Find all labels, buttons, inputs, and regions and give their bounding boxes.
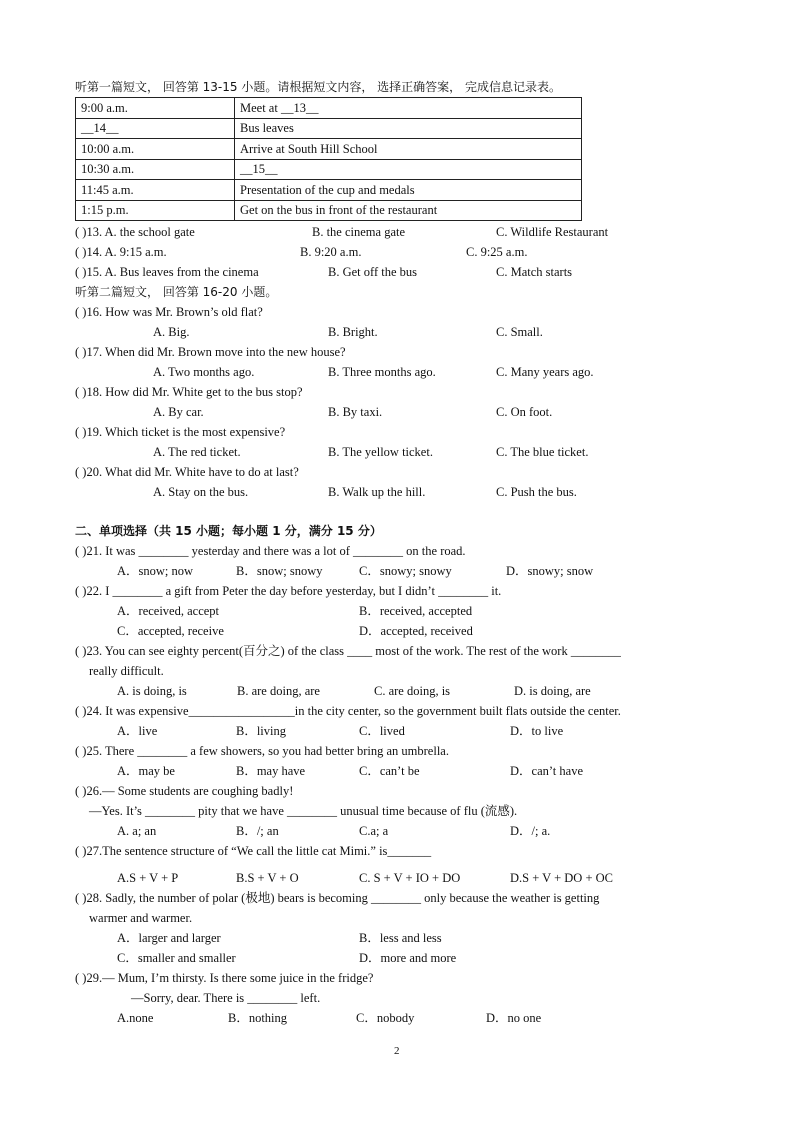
option-b: B. Get off the bus <box>328 265 417 279</box>
table-cell-event: Presentation of the cup and medals <box>235 180 582 201</box>
question-14: ( )14. A. 9:15 a.m. <box>75 245 167 259</box>
option-c: C．lived <box>359 724 405 738</box>
question-16: ( )16. How was Mr. Brown’s old flat? <box>75 305 263 319</box>
table-cell-event: Bus leaves <box>235 118 582 139</box>
question-29-continued: —Sorry, dear. There is ________ left. <box>131 991 321 1005</box>
option-b: B. By taxi. <box>328 405 383 419</box>
table-cell-time: 9:00 a.m. <box>76 98 235 119</box>
option-a: A. Two months ago. <box>153 365 255 379</box>
question-18: ( )18. How did Mr. White get to the bus stop? <box>75 385 303 399</box>
option-c: C. S + V + IO + DO <box>359 871 461 885</box>
option-b: B. Bright. <box>328 325 378 339</box>
question-27: ( )27.The sentence structure of “We call the little cat Mimi.” is_______ <box>75 844 432 858</box>
question-29: ( )29.— Mum, I’m thirsty. Is there some juice in the fridge? <box>75 971 374 985</box>
info-record-table <box>75 97 582 221</box>
option-b: B. The yellow ticket. <box>328 445 433 459</box>
question-21: ( )21. It was ________ yesterday and there was a lot of ________ on the road. <box>75 544 466 558</box>
table-row <box>76 118 582 139</box>
table-cell-time: 10:30 a.m. <box>76 159 235 180</box>
option-a: A. a; an <box>117 824 157 838</box>
option-a: A.S + V + P <box>117 871 179 885</box>
question-23-continued: really difficult. <box>89 664 164 678</box>
option-c: C. are doing, is <box>374 684 451 698</box>
table-row <box>76 139 582 160</box>
option-a: A.none <box>117 1011 154 1025</box>
table-cell-time: 1:15 p.m. <box>76 200 235 221</box>
table-cell-event: __15__ <box>235 159 582 180</box>
option-a: A．larger and larger <box>117 931 221 945</box>
page-number: 2 <box>394 1045 400 1057</box>
table-row <box>76 180 582 201</box>
option-d: D．accepted, received <box>359 624 473 638</box>
option-d: D．to live <box>510 724 564 738</box>
option-d: D．/; a. <box>510 824 551 838</box>
option-c: C. Wildlife Restaurant <box>496 225 609 239</box>
option-c: C．can’t be <box>359 764 420 778</box>
question-13: ( )13. A. the school gate <box>75 225 195 239</box>
question-26: ( )26.— Some students are coughing badly! <box>75 784 294 798</box>
part2-intro: 听第二篇短文， 回答第 16-20 小题。 <box>75 285 278 299</box>
table-row <box>76 159 582 180</box>
option-d: D．no one <box>486 1011 542 1025</box>
table-row <box>76 98 582 119</box>
option-b: B．less and less <box>359 931 442 945</box>
option-b: B．living <box>236 724 287 738</box>
option-c: C. Push the bus. <box>496 485 577 499</box>
option-a: A．may be <box>117 764 175 778</box>
option-b: B. Three months ago. <box>328 365 436 379</box>
section-title: 二、单项选择（共 15 小题；每小题 1 分，满分 15 分） <box>75 524 382 538</box>
option-a: A. is doing, is <box>117 684 187 698</box>
question-19: ( )19. Which ticket is the most expensive? <box>75 425 286 439</box>
question-23: ( )23. You can see eighty percent(百分之) of the class ____ most of the work. The rest of the work ________ <box>75 644 621 658</box>
option-b: B．snow; snowy <box>236 564 323 578</box>
option-c: C. On foot. <box>496 405 553 419</box>
question-15: ( )15. A. Bus leaves from the cinema <box>75 265 259 279</box>
table-cell-time: 10:00 a.m. <box>76 139 235 160</box>
question-20: ( )20. What did Mr. White have to do at last? <box>75 465 299 479</box>
option-a: A. Stay on the bus. <box>153 485 249 499</box>
option-b: B．nothing <box>228 1011 288 1025</box>
option-c: C. 9:25 a.m. <box>466 245 528 259</box>
option-b: B．received, accepted <box>359 604 473 618</box>
table-cell-time: 11:45 a.m. <box>76 180 235 201</box>
option-c: C．accepted, receive <box>117 624 224 638</box>
part1-intro: 听第一篇短文， 回答第 13-15 小题。请根据短文内容， 选择正确答案， 完成信息记录表。 <box>75 80 561 94</box>
option-a: A．live <box>117 724 158 738</box>
question-22: ( )22. I ________ a gift from Peter the day before yesterday, but I didn’t ________ it. <box>75 584 502 598</box>
question-28-continued: warmer and warmer. <box>89 911 193 925</box>
option-d: D．more and more <box>359 951 457 965</box>
option-c: C. Match starts <box>496 265 573 279</box>
option-a: A. By car. <box>153 405 204 419</box>
option-c: C.a; a <box>359 824 389 838</box>
option-a: A．snow; now <box>117 564 194 578</box>
question-24: ( )24. It was expensive_________________in the city center, so the government built flats outside the center. <box>75 704 621 718</box>
table-row <box>76 200 582 221</box>
option-d: D. is doing, are <box>514 684 591 698</box>
option-d: D.S + V + DO + OC <box>510 871 613 885</box>
table-cell-event: Arrive at South Hill School <box>235 139 582 160</box>
option-b: B. Walk up the hill. <box>328 485 426 499</box>
option-d: D．can’t have <box>510 764 584 778</box>
question-25: ( )25. There ________ a few showers, so you had better bring an umbrella. <box>75 744 449 758</box>
option-b: B．may have <box>236 764 306 778</box>
option-c: C．snowy; snowy <box>359 564 452 578</box>
option-d: D．snowy; snow <box>506 564 594 578</box>
option-a: A. Big. <box>153 325 190 339</box>
option-b: B．/; an <box>236 824 279 838</box>
table-cell-event: Meet at __13__ <box>235 98 582 119</box>
option-a: A. The red ticket. <box>153 445 241 459</box>
option-c: C. The blue ticket. <box>496 445 589 459</box>
option-b: B. the cinema gate <box>312 225 406 239</box>
option-b: B. are doing, are <box>237 684 320 698</box>
question-26-continued: —Yes. It’s ________ pity that we have ________ unusual time because of flu (流感). <box>89 804 518 818</box>
table-cell-time: __14__ <box>76 118 235 139</box>
option-c: C．nobody <box>356 1011 415 1025</box>
option-b: B.S + V + O <box>236 871 299 885</box>
option-c: C. Small. <box>496 325 543 339</box>
question-28: ( )28. Sadly, the number of polar (极地) bears is becoming ________ only because the weather is getting <box>75 891 600 905</box>
question-17: ( )17. When did Mr. Brown move into the new house? <box>75 345 346 359</box>
option-c: C．smaller and smaller <box>117 951 236 965</box>
option-a: A．received, accept <box>117 604 220 618</box>
option-b: B. 9:20 a.m. <box>300 245 362 259</box>
option-c: C. Many years ago. <box>496 365 594 379</box>
table-cell-event: Get on the bus in front of the restaurant <box>235 200 582 221</box>
